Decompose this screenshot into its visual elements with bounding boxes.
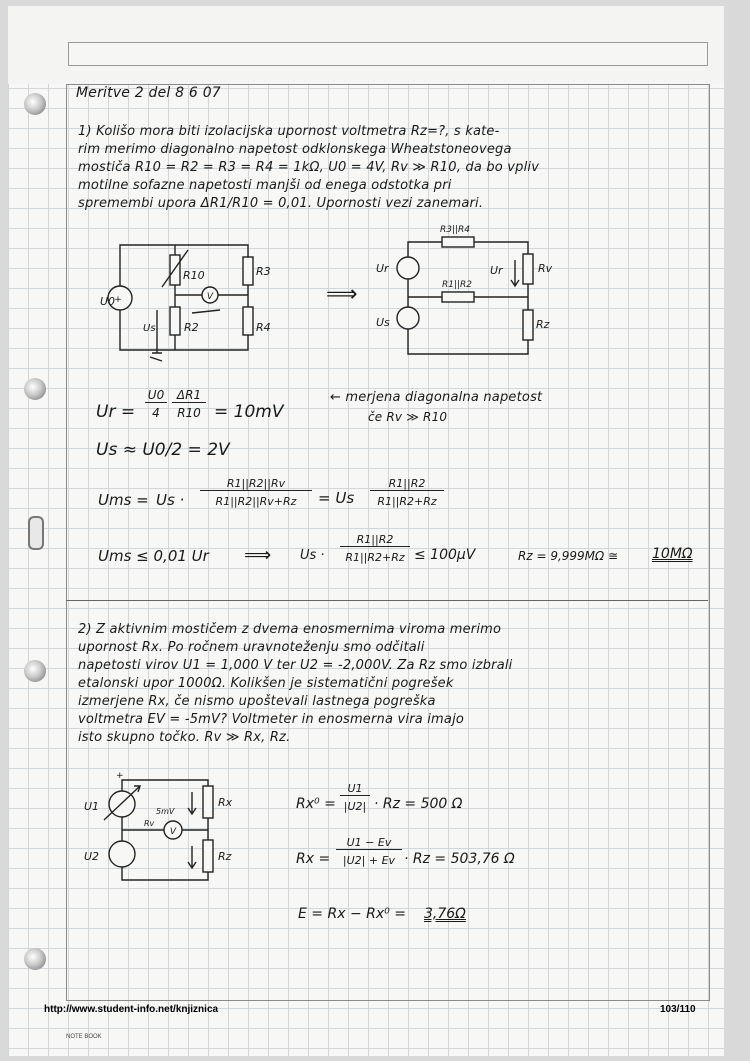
eq-numerator: R1||R2||Rv <box>200 477 312 491</box>
final-answer: 10MΩ <box>652 546 693 562</box>
eq-denominator: 4 <box>152 406 160 420</box>
eq-term: Us · <box>300 548 325 563</box>
eq-lhs: Rx⁰ = <box>296 796 336 812</box>
punch-hole <box>24 660 46 682</box>
eq-bound: ≤ 100μV <box>414 547 476 563</box>
eq-lhs: Ur = <box>96 402 136 422</box>
equation-us: Us ≈ U0/2 = 2V <box>96 440 230 460</box>
notebook-brand: NOTE BOOK <box>66 1034 102 1040</box>
equivalent-circuit-diagram <box>370 222 570 357</box>
eq-term: Us · <box>156 491 185 509</box>
ev-label: 5mV <box>156 807 175 816</box>
eq-lhs: Rx = <box>296 851 331 867</box>
problem1-line: 1) Kolišo mora biti izolacijska upornost voltmetra Rz=?, s kate- <box>78 124 500 139</box>
eq-denominator: R1||R2+Rz <box>345 551 405 564</box>
us-source-label: Us <box>376 316 390 329</box>
u0-label: U0 <box>100 295 116 308</box>
ur-source-label: Ur <box>376 262 389 275</box>
problem2-line: upornost Rx. Po ročnem uravnoteženju smo odčitali <box>78 640 425 655</box>
eq-lhs: Ums = <box>98 491 149 509</box>
problem2-line: etalonski upor 1000Ω. Kolikšen je sistematični pogrešek <box>78 676 454 691</box>
eq-numerator: R1||R2 <box>370 477 444 491</box>
problem2-line: napetosti virov U1 = 1,000 V ter U2 = -2,000V. Za Rz smo izbrali <box>78 658 513 673</box>
eq-denominator: |U2| <box>343 800 367 813</box>
page-number: 103/110 <box>660 1004 696 1015</box>
rz-label: Rz <box>536 318 550 331</box>
problem2-line: isto skupno točko. Rv ≫ Rx, Rz. <box>78 730 291 745</box>
page-title: Meritve 2 del 8 6 07 <box>76 85 221 101</box>
problem1-line: mostiča R10 = R2 = R3 = R4 = 1kΩ, U0 = 4V, Rv ≫ R10, da bo vpliv <box>78 160 540 175</box>
punch-hole <box>24 93 46 115</box>
plus-label: + <box>116 771 124 781</box>
eq-denominator: R1||R2+Rz <box>377 495 437 508</box>
eq-denominator: |U2| + Ev <box>342 854 396 867</box>
rz-label: Rz <box>218 850 232 863</box>
eq-denominator: R1||R2||Rv+Rz <box>215 495 297 508</box>
rv-label: Rv <box>538 262 553 275</box>
active-bridge-circuit-diagram <box>78 768 278 888</box>
r2-label: R2 <box>184 321 199 334</box>
note-measured-voltage: ← merjena diagonalna napetost <box>330 390 543 405</box>
implies-arrow: ⟹ <box>244 544 272 566</box>
punch-hole <box>24 378 46 400</box>
punch-hole <box>24 948 46 970</box>
eq-numerator: U1 <box>340 782 370 796</box>
title-box <box>68 42 708 66</box>
note-condition: če Rv ≫ R10 <box>368 410 448 424</box>
eq-result: = 10mV <box>214 402 284 422</box>
eq-numerator: U1 − Ev <box>336 836 402 850</box>
eq-result: Rz = 9,999MΩ ≅ <box>518 549 619 563</box>
final-answer: 3,76Ω <box>424 906 466 922</box>
problem2-line: izmerjene Rx, če nismo upoštevali lastnega pogreška <box>78 694 436 709</box>
eq-term: = Us <box>318 489 355 507</box>
u1-label: U1 <box>84 800 100 813</box>
implies-arrow: ⟹ <box>326 282 358 307</box>
eq-lhs: E = Rx − Rx⁰ = <box>298 906 406 922</box>
r3-label: R3 <box>256 265 271 278</box>
r1r2-label: R1||R2 <box>442 280 473 290</box>
problem-divider <box>66 600 708 601</box>
problem1-line: motilne sofazne napetosti manjši od enega odstotka pri <box>78 178 452 193</box>
voltmeter-label: V <box>206 292 214 302</box>
eq-denominator: R10 <box>177 406 201 420</box>
voltmeter-label: V <box>169 827 177 837</box>
r10-label: R10 <box>183 269 205 282</box>
problem1-line: rim merimo diagonalno napetost odklonskega Wheatstoneovega <box>78 142 512 157</box>
problem1-line: spremembi upora ΔR1/R10 = 0,01. Upornosti vezi zanemari. <box>78 196 484 211</box>
rv-label: Rv <box>144 819 155 828</box>
source-url: http://www.student-info.net/knjiznica <box>44 1004 219 1015</box>
r4-label: R4 <box>256 321 271 334</box>
problem2-line: voltmetra EV = -5mV? Voltmeter in enosmerna vira imajo <box>78 712 465 727</box>
eq-lhs: Ums ≤ 0,01 Ur <box>98 547 209 565</box>
problem2-line: 2) Z aktivnim mostičem z dvema enosmernima viroma merimo <box>78 622 502 637</box>
bridge-circuit-diagram <box>70 235 290 370</box>
u2-label: U2 <box>84 850 100 863</box>
eq-result: · Rz = 500 Ω <box>374 796 463 812</box>
eq-result: · Rz = 503,76 Ω <box>404 851 515 867</box>
r3r4-label: R3||R4 <box>440 225 471 235</box>
eq-numerator: ΔR1 <box>172 388 206 403</box>
plus-label: + <box>114 295 122 305</box>
ur-voltage-label: Ur <box>490 264 503 277</box>
rx-label: Rx <box>218 796 233 809</box>
us-label: Us <box>143 323 156 334</box>
eq-numerator: R1||R2 <box>340 533 410 547</box>
eq-numerator: U0 <box>145 388 167 403</box>
binder-ring-icon <box>28 516 44 550</box>
